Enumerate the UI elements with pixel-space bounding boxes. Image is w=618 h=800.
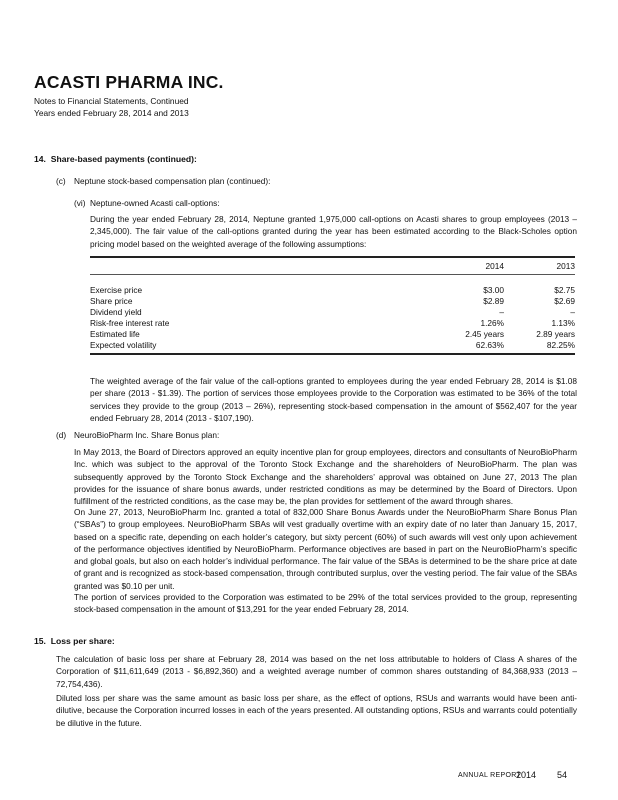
value-2013: 1.13% bbox=[551, 318, 575, 328]
sba-compensation-paragraph: The portion of services provided to the Corporation was estimated to be 29% of the total services provided to the group, representing stock-based compensation in the amount of $13,291 for the year ended February 28, 2014. bbox=[74, 592, 577, 615]
item-c-label: (c) bbox=[56, 176, 66, 186]
notes-subtitle: Notes to Financial Statements, Continued bbox=[34, 96, 189, 106]
table-bottom-rule bbox=[90, 353, 575, 355]
table-header-row bbox=[90, 261, 575, 272]
item-vi-label: (vi) bbox=[74, 198, 86, 208]
table-top-rule bbox=[90, 256, 575, 258]
table-row bbox=[90, 296, 575, 307]
item-d-title: NeuroBioPharm Inc. Share Bonus plan: bbox=[74, 430, 220, 440]
row-label: Risk-free interest rate bbox=[90, 318, 170, 328]
section-14-heading: 14. Share-based payments (continued): bbox=[34, 154, 197, 164]
diluted-loss-paragraph: Diluted loss per share was the same amount as basic loss per share, as the effect of options, RSUs and warrants would have been anti-dilutive, because the Corporation incurred losses in each of the years presented. All outstanding options, RSUs and warrants could potentially be dilutive in the future. bbox=[56, 693, 577, 728]
table-row bbox=[90, 307, 575, 318]
section-15-heading: 15. Loss per share: bbox=[34, 636, 115, 646]
col-header-2014: 2014 bbox=[485, 261, 504, 271]
row-label: Dividend yield bbox=[90, 307, 142, 317]
table-row bbox=[90, 340, 575, 351]
item-d-label: (d) bbox=[56, 430, 67, 440]
company-name: ACASTI PHARMA INC. bbox=[34, 72, 224, 92]
table-row bbox=[90, 285, 575, 296]
table-row bbox=[90, 329, 575, 340]
share-bonus-plan-paragraph: In May 2013, the Board of Directors approved an equity incentive plan for group employees, directors and consultants of NeuroBioPharm Inc. which was subject to the approval of the Toronto Stock Exchange and the shareholders of NeuroBioPharm. The plan was subsequently approved by the Toronto Stock Exchange and the shareholders’ approval was obtained on June 27, 2013 The plan provides for the issuance of share bonus awards, under restricted conditions as may be determined by the Board of Directors. Upon fulfillment of the restricted conditions, as the case may be, the plan provides for settlement of the award through shares. bbox=[74, 447, 577, 507]
col-header-2013: 2013 bbox=[556, 261, 575, 271]
row-label: Estimated life bbox=[90, 329, 140, 339]
value-2014: 1.26% bbox=[480, 318, 504, 328]
table-row bbox=[90, 318, 575, 329]
item-c-title: Neptune stock-based compensation plan (continued): bbox=[74, 176, 271, 186]
table-header-rule bbox=[90, 274, 575, 275]
row-label: Expected volatility bbox=[90, 340, 157, 350]
row-label: Exercise price bbox=[90, 285, 143, 295]
value-2014: $3.00 bbox=[483, 285, 504, 295]
value-2013: $2.75 bbox=[554, 285, 575, 295]
years-subtitle: Years ended February 28, 2014 and 2013 bbox=[34, 108, 189, 118]
value-2013: – bbox=[570, 307, 575, 317]
value-2014: 2.45 years bbox=[465, 329, 504, 339]
value-2013: 2.89 years bbox=[536, 329, 575, 339]
fair-value-paragraph: The weighted average of the fair value of the call-options granted to employees during the year ended February 28, 2014 is $1.08 per share (2013 - $1.39). The portion of services those employees provide to the Corporation was estimated to be 36% of the total services they provide to the group (2013 – 26%), representing stock-based compensation in the amount of $562,407 for the year ended February 28, 2014 (2013 - $107,190). bbox=[90, 376, 577, 423]
footer-report-label: ANNUAL REPORT bbox=[458, 772, 522, 779]
value-2014: $2.89 bbox=[483, 296, 504, 306]
page-number: 54 bbox=[557, 770, 568, 780]
value-2013: $2.69 bbox=[554, 296, 575, 306]
row-label: Share price bbox=[90, 296, 133, 306]
value-2013: 82.25% bbox=[546, 340, 575, 350]
value-2014: – bbox=[499, 307, 504, 317]
value-2014: 62.63% bbox=[475, 340, 504, 350]
footer-year: 2014 bbox=[516, 770, 537, 780]
item-vi-title: Neptune-owned Acasti call-options: bbox=[90, 198, 220, 208]
call-options-paragraph: During the year ended February 28, 2014, Neptune granted 1,975,000 call-options on Acasti shares to group employees (2013 – 2,345,000). The fair value of the call-options granted during the year has been estimated according to the Black-Scholes option pricing model based on the weighted average of the following assumptions: bbox=[90, 214, 577, 249]
sba-grant-paragraph: On June 27, 2013, NeuroBioPharm Inc. granted a total of 832,000 Share Bonus Awards under the NeuroBioPharm Share Bonus Plan (“SBAs”) to group employees. NeuroBioPharm SBAs will vest gradually overtime with an expiry date of no later than January 15, 2017, based on a specific rate, depending on each holder’s category, but sixty percent (60%) of such awards will vest only upon achievement of the performance objectives identified by NeuroBioPharm. Performance objectives are based in part on the NeuroBioPharm’s specific and global goals, but also on each holder’s individual performance. The fair value of the SBAs is determined to be the share price at date of grant and is recognized as stock-based compensation, through contributed surplus, over the vesting period. The fair value of the SBAs granted was $0.10 per unit. bbox=[74, 507, 577, 591]
basic-loss-paragraph: The calculation of basic loss per share at February 28, 2014 was based on the net loss attributable to holders of Class A shares of the Corporation of $11,611,649 (2013 - $6,892,360) and a weighted average number of common shares outstanding of 84,368,933 (2013 – 72,754,436). bbox=[56, 654, 577, 689]
